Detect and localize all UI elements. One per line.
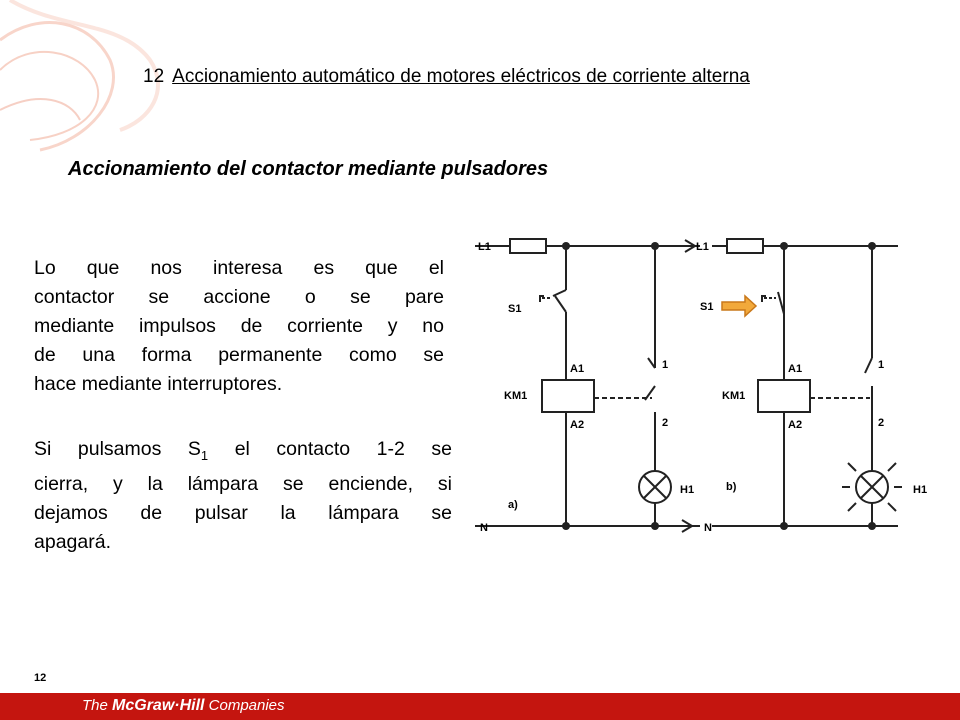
pushbutton-s1-a — [540, 296, 566, 312]
label-km1-a: KM1 — [504, 390, 528, 402]
section-subtitle: Accionamiento del contactor mediante pulsadores — [68, 158, 549, 180]
footer-bar — [0, 693, 960, 720]
label-l1-a: L1 — [478, 241, 491, 253]
chapter-title: Accionamiento automático de motores eléctricos de corriente alterna — [172, 66, 750, 87]
label-a1-b: A1 — [788, 363, 803, 375]
paragraph-2-line: apagará. — [34, 530, 111, 553]
paragraph-1-line: de una forma permanente como se — [34, 344, 444, 366]
label-l1-b: L1 — [696, 241, 709, 253]
paragraph-2-line: cierra, y la lámpara se enciende, si — [34, 472, 452, 495]
contactor-coil-km1-b — [758, 380, 810, 412]
contactor-coil-km1-a — [542, 380, 594, 412]
fuse-b — [727, 239, 763, 253]
press-arrow-icon — [722, 296, 756, 316]
chapter-number: 12 — [143, 66, 165, 87]
paragraph-2-line: Si pulsamos $S_1$ el contacto 1-2 se — [34, 438, 453, 463]
paragraph-1-line: hace mediante interruptores. — [34, 373, 283, 395]
label-h1-b: H1 — [913, 484, 928, 496]
paragraph-1-line: Lo que nos interesa es que el — [34, 257, 444, 279]
label-contact-2-b: 2 — [878, 417, 885, 429]
slide-header — [143, 66, 750, 88]
paragraph-1-line: mediante impulsos de corriente y no — [34, 315, 444, 337]
publisher-logo: The McGraw·Hill Companies — [82, 697, 285, 714]
paragraph-2 — [34, 435, 452, 557]
page-number: 12 — [34, 672, 47, 684]
label-diagram-b: b) — [726, 481, 737, 493]
label-diagram-a: a) — [508, 499, 518, 511]
paragraph-2-line: dejamos de pulsar la lámpara se — [34, 501, 452, 524]
label-a1-a: A1 — [570, 363, 585, 375]
circuit-diagram — [460, 218, 940, 558]
label-a2-b: A2 — [788, 419, 803, 431]
label-s1-a: S1 — [508, 303, 522, 315]
label-n-b: N — [704, 522, 712, 534]
label-n-a: N — [480, 522, 488, 534]
label-s1-b: S1 — [700, 301, 714, 313]
label-km1-b: KM1 — [722, 390, 746, 402]
paragraph-1 — [34, 254, 444, 399]
lamp-h1-a — [639, 471, 671, 503]
label-h1-a: H1 — [680, 484, 695, 496]
fuse-a — [510, 239, 546, 253]
label-contact-2-a: 2 — [662, 417, 669, 429]
label-a2-a: A2 — [570, 419, 585, 431]
label-contact-1-a: 1 — [662, 359, 669, 371]
junction-dots — [562, 242, 876, 530]
paragraph-1-line: contactor se accione o se pare — [34, 286, 444, 308]
label-contact-1-b: 1 — [878, 359, 885, 371]
pushbutton-s1-b — [762, 292, 784, 314]
